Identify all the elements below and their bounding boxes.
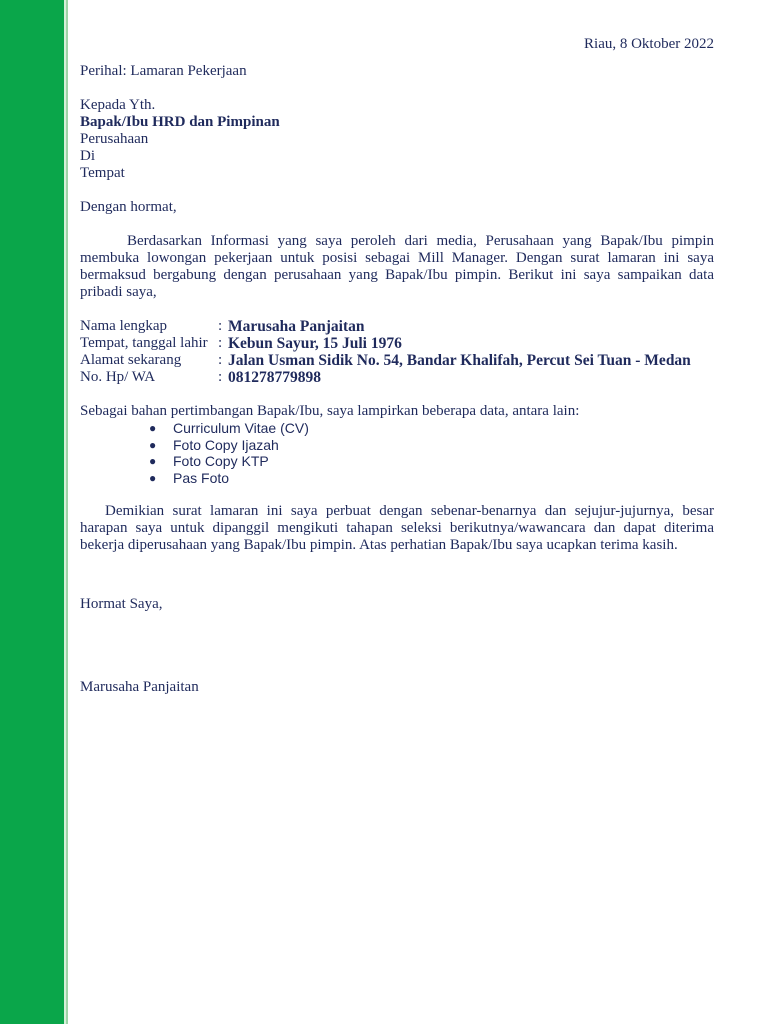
closing-paragraph: Demikian surat lamaran ini saya perbuat dengan sebenar-benarnya dan sejujur-jujurnya, besar harapan saya untuk dipanggil mengikuti tahapan seleksi berikutnya/wawancara dan dapat diterima bekerja diperusahaan yang Bapak/Ibu pimpin. Atas perhatian Bapak/Ibu saya ucapkan terima kasih. xyxy=(80,503,714,553)
personal-row-birth xyxy=(80,335,691,352)
bullet-icon: ● xyxy=(149,454,157,468)
personal-label: Tempat, tanggal lahir xyxy=(80,335,208,351)
attachment-label: Foto Copy Ijazah xyxy=(173,436,279,453)
letter-page xyxy=(80,36,714,696)
attachment-label: Curriculum Vitae (CV) xyxy=(173,420,309,436)
attachments-list xyxy=(80,420,714,486)
personal-value: 081278779898 xyxy=(228,369,321,386)
personal-value: Kebun Sayur, 15 Juli 1976 xyxy=(228,335,402,352)
letter-subject: Perihal: Lamaran Pekerjaan xyxy=(80,63,247,79)
bullet-icon: ● xyxy=(149,421,157,435)
recipient-line-2: Di xyxy=(80,148,95,164)
letter-date: Riau, 8 Oktober 2022 xyxy=(584,36,714,52)
list-item xyxy=(149,436,714,454)
list-item xyxy=(149,420,714,437)
signature-name: Marusaha Panjaitan xyxy=(80,679,199,695)
personal-data-table xyxy=(80,318,691,386)
attachment-label: Pas Foto xyxy=(173,469,230,486)
bullet-icon: ● xyxy=(149,470,157,485)
personal-label: No. Hp/ WA xyxy=(80,369,156,385)
recipient-line-3: Tempat xyxy=(80,165,125,181)
recipient-greeting: Kepada Yth. xyxy=(80,97,156,113)
recipient-name: Bapak/Ibu HRD dan Pimpinan xyxy=(80,114,280,130)
personal-separator: : xyxy=(218,352,223,368)
personal-label: Nama lengkap xyxy=(80,318,168,334)
bullet-icon: ● xyxy=(149,437,157,452)
recipient-line-1: Perusahaan xyxy=(80,131,149,147)
list-item xyxy=(149,453,714,470)
personal-row-name xyxy=(80,318,691,335)
personal-label: Alamat sekarang xyxy=(80,352,182,368)
personal-value: Marusaha Panjaitan xyxy=(228,318,365,335)
personal-value: Jalan Usman Sidik No. 54, Bandar Khalifah, Percut Sei Tuan - Medan xyxy=(228,352,691,369)
regards: Hormat Saya, xyxy=(80,596,163,612)
personal-row-phone xyxy=(80,369,691,386)
personal-separator: : xyxy=(218,318,223,334)
personal-separator: : xyxy=(218,369,223,385)
personal-row-address xyxy=(80,352,691,369)
list-item xyxy=(149,469,714,487)
salutation: Dengan hormat, xyxy=(80,199,177,215)
attachment-label: Foto Copy KTP xyxy=(173,453,269,469)
personal-separator: : xyxy=(218,335,223,351)
side-decoration-bar xyxy=(0,0,66,1024)
attachments-intro: Sebagai bahan pertimbangan Bapak/Ibu, saya lampirkan beberapa data, antara lain: xyxy=(80,403,580,419)
intro-paragraph: Berdasarkan Informasi yang saya peroleh dari media, Perusahaan yang Bapak/Ibu pimpin membuka lowongan pekerjaan untuk posisi sebagai Mill Manager. Dengan surat lamaran ini saya bermaksud bergabung dengan perusahaan yang Bapak/Ibu pimpin. Berikut ini saya sampaikan data pribadi saya, xyxy=(80,233,714,300)
